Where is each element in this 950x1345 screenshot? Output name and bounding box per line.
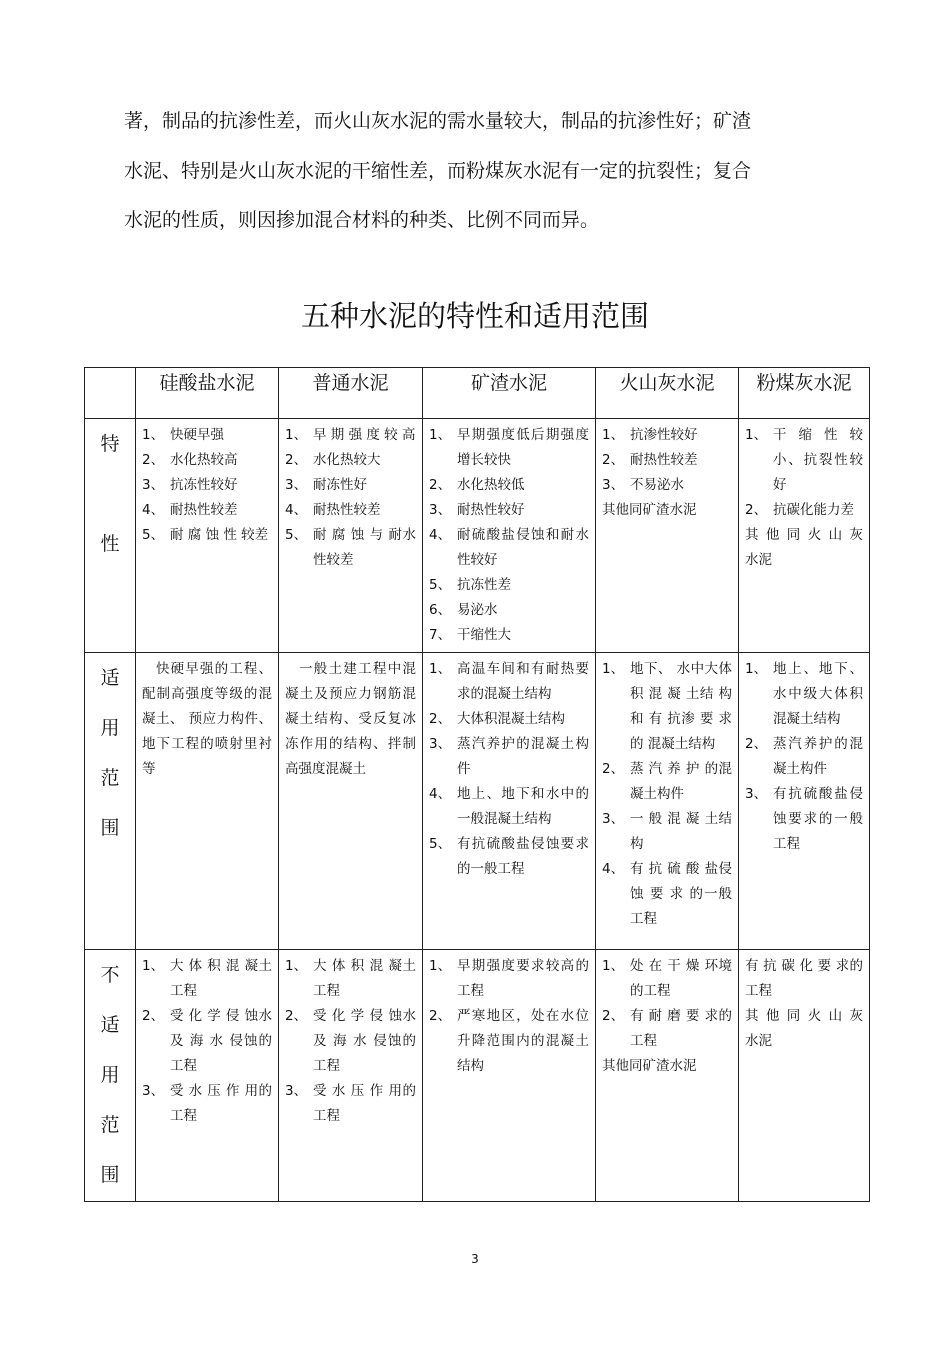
list-item: [429, 473, 589, 498]
cell-content: [279, 653, 422, 786]
table-cell: [596, 419, 739, 653]
table-cell: [596, 950, 739, 1202]
list-item-number: 4、: [429, 786, 452, 802]
list-item-text: 易泌水: [457, 602, 498, 618]
table-cell: [423, 950, 596, 1202]
list-item-number: 5、: [429, 836, 452, 852]
cell-note: 其 他 同 火 山 灰 水泥: [745, 527, 863, 568]
list-item-text: 受 水 压 作 用的工程: [313, 1083, 416, 1124]
list-item-number: 2、: [602, 452, 625, 468]
column-header-flyash: 粉煤灰水泥: [739, 368, 870, 419]
list-item: [602, 807, 732, 857]
table-cell: [739, 950, 870, 1202]
column-header-slag: 矿渣水泥: [423, 368, 596, 419]
list-item-text: 快硬早强: [170, 427, 224, 443]
list-item: [142, 1079, 272, 1129]
list-item: [602, 423, 732, 448]
cell-line: 有 抗 碳 化 要 求的工程: [745, 958, 863, 999]
list-item-number: 1、: [745, 427, 768, 443]
list-item-text: 蒸 汽 养 护 的混凝土构件: [630, 761, 732, 802]
list-item: [429, 573, 589, 598]
intro-line: 水泥、特别是火山灰水泥的干缩性差，而粉煤灰水泥有一定的抗裂性；复合: [124, 159, 752, 182]
list-item-text: 早期强度要求较高的工程: [457, 958, 589, 999]
list-item-text: 蒸汽养护的混凝土构件: [457, 736, 589, 777]
cell-content: [739, 950, 869, 1058]
list-item-text: 高温车间和有耐热要求的混凝土结构: [457, 661, 589, 702]
list-item-text: 受 水 压 作 用的工程: [170, 1083, 272, 1124]
list-item-number: 4、: [602, 861, 625, 877]
list-item-text: 有 耐 磨 要 求的工程: [630, 1008, 732, 1049]
list-item: [142, 473, 272, 498]
list-item-text: 水化热较高: [170, 452, 238, 468]
row-header-char: 用: [100, 717, 120, 739]
list-item: [285, 423, 416, 448]
list-item: [745, 782, 863, 857]
table-cell: [739, 653, 870, 950]
list-item-text: 干 缩 性 较小、抗裂性较好: [773, 427, 863, 493]
list-item-number: 2、: [285, 452, 308, 468]
list-item-text: 耐热性较好: [457, 502, 525, 518]
list-item-text: 耐热性较差: [170, 502, 238, 518]
list-item: [142, 423, 272, 448]
list-item-text: 抗冻性差: [457, 577, 511, 593]
row-header-not-applicable: [85, 950, 136, 1202]
table-row-applicable: [85, 653, 870, 950]
list-item-text: 受 化 学 侵 蚀水 及 海 水 侵蚀的工程: [170, 1008, 272, 1074]
table-cell: [279, 653, 423, 950]
list-item-text: 大 体 积 混 凝土工程: [170, 958, 272, 999]
table-cell: [596, 653, 739, 950]
list-item-text: 大 体 积 混 凝土工程: [313, 958, 416, 999]
cell-content: [596, 950, 738, 1083]
list-item-number: 5、: [285, 527, 308, 543]
table-cell: [423, 419, 596, 653]
list-item-number: 2、: [429, 711, 452, 727]
list-item: [285, 473, 416, 498]
list-item-number: 2、: [602, 761, 625, 777]
list-item-number: 2、: [142, 1008, 165, 1024]
list-item-number: 3、: [429, 736, 452, 752]
list-item: [429, 598, 589, 623]
list-item-text: 耐 腐 蚀 性 较差: [170, 527, 269, 543]
column-header-portland: 硅酸盐水泥: [136, 368, 279, 419]
cell-content: [279, 950, 422, 1133]
list-item-number: 1、: [602, 958, 625, 974]
cell-content: [739, 653, 869, 861]
list-item-number: 1、: [142, 958, 165, 974]
list-item-text: 有 抗 硫 酸 盐侵 蚀 要 求 的一般工程: [630, 861, 732, 927]
list-item-number: 3、: [602, 477, 625, 493]
column-header-ordinary: 普通水泥: [279, 368, 423, 419]
list-item-text: 抗冻性较好: [170, 477, 238, 493]
list-item-number: 2、: [142, 452, 165, 468]
cell-paragraph: 一般土建工程中混凝土及预应力钢筋混凝土结构、受反复冰冻作用的结构、拌制高强度混凝土: [285, 661, 416, 777]
list-item: [429, 498, 589, 523]
list-item: [285, 954, 416, 1004]
list-item-number: 3、: [285, 1083, 308, 1099]
list-item: [602, 448, 732, 473]
table-cell: [136, 653, 279, 950]
cell-content: [423, 950, 595, 1083]
list-item-number: 3、: [142, 477, 165, 493]
list-item-number: 2、: [745, 736, 768, 752]
cell-content: [423, 653, 595, 886]
list-item-number: 7、: [429, 627, 452, 643]
row-header-properties: [85, 419, 136, 653]
list-item-number: 1、: [142, 427, 165, 443]
list-item-number: 2、: [745, 502, 768, 518]
table-cell: [279, 950, 423, 1202]
table-cell: [136, 950, 279, 1202]
list-item-text: 耐热性较差: [630, 452, 698, 468]
list-item: [142, 448, 272, 473]
list-item: [285, 1004, 416, 1079]
list-item-number: 3、: [285, 477, 308, 493]
list-item-number: 1、: [602, 661, 625, 677]
list-item: [429, 782, 589, 832]
cell-content: [279, 419, 422, 577]
list-item-number: 2、: [429, 1008, 452, 1024]
list-item-text: 抗碳化能力差: [773, 502, 854, 518]
list-item: [429, 954, 589, 1004]
row-header-applicable: [85, 653, 136, 950]
list-item-number: 1、: [429, 661, 452, 677]
list-item: [429, 832, 589, 882]
list-item-number: 1、: [429, 958, 452, 974]
cell-content: [136, 419, 278, 552]
list-item-text: 耐硫酸盐侵蚀和耐水性较好: [457, 527, 589, 568]
list-item: [429, 657, 589, 707]
row-header-char: 范: [100, 767, 120, 789]
list-item-text: 耐 腐 蚀 与 耐水性较差: [313, 527, 416, 568]
list-item: [142, 523, 272, 548]
list-item-number: 5、: [142, 527, 165, 543]
list-item-text: 耐热性较差: [313, 502, 381, 518]
page-number: 3: [471, 1252, 479, 1266]
table-cell: [136, 419, 279, 653]
list-item-text: 有抗硫酸盐侵蚀要求的一般工程: [457, 836, 589, 877]
list-item-text: 处 在 干 燥 环境的工程: [630, 958, 732, 999]
table-cell: [279, 419, 423, 653]
cell-line: 其 他 同 火 山 灰 水泥: [745, 1008, 863, 1049]
list-item-number: 3、: [745, 786, 768, 802]
list-item-text: 地上、地下和水中的一般混凝土结构: [457, 786, 589, 827]
list-item: [429, 1004, 589, 1079]
list-item-text: 受 化 学 侵 蚀水 及 海 水 侵蚀的工程: [313, 1008, 416, 1074]
list-item: [142, 954, 272, 1004]
list-item-number: 2、: [429, 477, 452, 493]
list-item-number: 3、: [142, 1083, 165, 1099]
list-item: [602, 857, 732, 932]
cell-note: 其他同矿渣水泥: [602, 1058, 697, 1074]
list-item-number: 3、: [429, 502, 452, 518]
list-item-number: 5、: [429, 577, 452, 593]
table-row-not-applicable: [85, 950, 870, 1202]
list-item: [745, 498, 863, 523]
list-item-text: 早期强度低后期强度增长较快: [457, 427, 589, 468]
list-item-number: 6、: [429, 602, 452, 618]
list-item-number: 4、: [429, 527, 452, 543]
list-item-number: 1、: [602, 427, 625, 443]
list-item-number: 4、: [285, 502, 308, 518]
list-item-text: 蒸汽养护的混凝土构件: [773, 736, 863, 777]
table-row-properties: [85, 419, 870, 653]
cell-content: [423, 419, 595, 652]
row-header-char: 适: [100, 1014, 120, 1036]
cell-paragraph: 快硬早强的工程、配制高强度等级的混凝土、 预应力构件、地下工程的喷射里衬等: [142, 661, 272, 777]
list-item: [745, 657, 863, 732]
row-header-char: 围: [100, 1164, 120, 1186]
list-item: [602, 657, 732, 757]
list-item: [429, 523, 589, 573]
table-header-row: [85, 368, 870, 419]
cell-note: 其他同矿渣水泥: [602, 502, 697, 518]
list-item: [429, 623, 589, 648]
cell-content: [596, 653, 738, 936]
list-item: [142, 498, 272, 523]
list-item-text: 抗渗性较好: [630, 427, 698, 443]
list-item-number: 2、: [285, 1008, 308, 1024]
table-title: 五种水泥的特性和适用范围: [300, 299, 649, 333]
row-header-char: 范: [100, 1114, 120, 1136]
list-item: [745, 732, 863, 782]
list-item: [285, 1079, 416, 1129]
row-header-char: 特: [100, 433, 120, 455]
cell-content: [596, 419, 738, 527]
list-item: [429, 423, 589, 473]
cell-content: [136, 653, 278, 786]
row-header-char: 围: [100, 817, 120, 839]
list-item: [602, 757, 732, 807]
intro-paragraph: [124, 97, 824, 246]
table-cell: [423, 653, 596, 950]
list-item-number: 4、: [142, 502, 165, 518]
list-item-number: 2、: [602, 1008, 625, 1024]
list-item-text: 有抗硫酸盐侵蚀要求的一般工程: [773, 786, 863, 852]
list-item: [142, 1004, 272, 1079]
list-item-text: 地上、地下、水中级大体积混凝土结构: [773, 661, 863, 727]
list-item-number: 1、: [745, 661, 768, 677]
list-item-number: 1、: [285, 427, 308, 443]
cell-content: [136, 950, 278, 1133]
list-item-text: 耐冻性好: [313, 477, 367, 493]
list-item-text: 水化热较大: [313, 452, 381, 468]
cell-content: [739, 419, 869, 577]
column-header-pozzolana: 火山灰水泥: [596, 368, 739, 419]
intro-line: 著，制品的抗渗性差，而火山灰水泥的需水量较大，制品的抗渗性好；矿渣: [124, 110, 752, 132]
list-item-text: 大体积混凝土结构: [457, 711, 565, 727]
list-item: [285, 523, 416, 573]
list-item-text: 早 期 强 度 较 高: [313, 427, 416, 443]
list-item-number: 1、: [285, 958, 308, 974]
list-item-text: 一 般 混 凝 土结构: [630, 811, 732, 852]
list-item-text: 不易泌水: [630, 477, 684, 493]
list-item: [602, 954, 732, 1004]
list-item-text: 严寒地区，处在水位升降范围内的混凝土结构: [457, 1008, 589, 1074]
list-item: [602, 1004, 732, 1054]
list-item-text: 地下、 水中大体 积 混 凝 土结 构 和 有 抗渗 要 求 的 混凝土结构: [630, 661, 732, 752]
list-item-text: 干缩性大: [457, 627, 511, 643]
row-header-char: 用: [100, 1064, 120, 1086]
row-header-char: 不: [100, 964, 120, 986]
cement-properties-table: [84, 367, 870, 1202]
list-item: [285, 498, 416, 523]
table-cell: [739, 419, 870, 653]
row-header-char: 性: [100, 533, 120, 555]
list-item: [429, 732, 589, 782]
list-item: [745, 423, 863, 498]
list-item-number: 1、: [429, 427, 452, 443]
list-item-number: 3、: [602, 811, 625, 827]
row-header-char: 适: [100, 667, 120, 689]
intro-line: 水泥的性质，则因掺加混合材料的种类、比例不同而异。: [124, 209, 600, 231]
list-item: [285, 448, 416, 473]
list-item-text: 水化热较低: [457, 477, 525, 493]
column-header-blank: [85, 368, 136, 419]
list-item: [602, 473, 732, 498]
list-item: [429, 707, 589, 732]
